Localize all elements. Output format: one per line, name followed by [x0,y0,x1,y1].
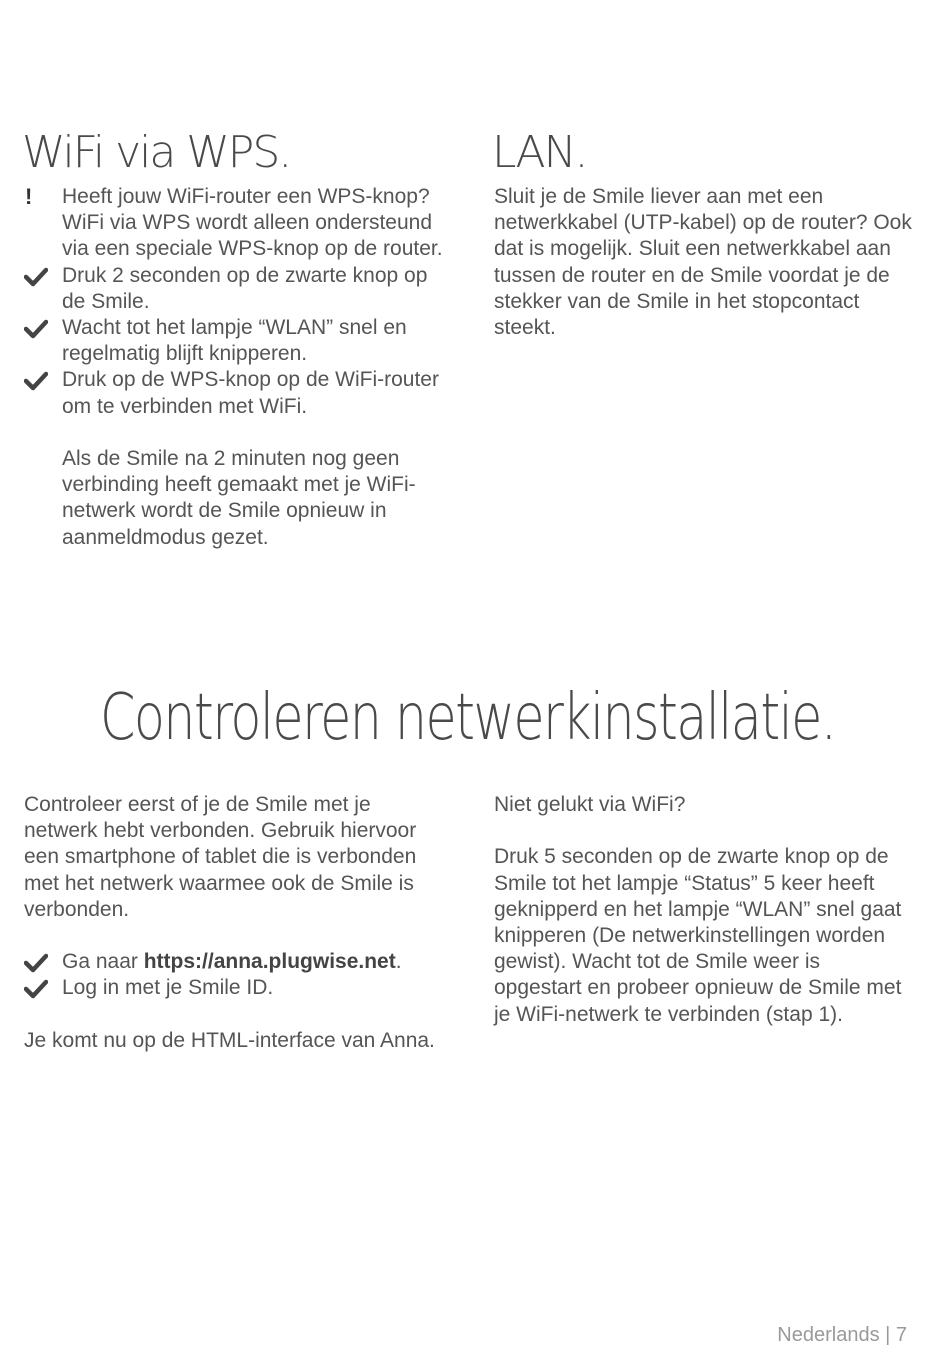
check-icon [24,266,48,288]
check-step [24,949,444,975]
check-icon [24,978,48,1000]
wps-step [24,263,444,315]
warning-item [24,184,444,263]
check-step-suffix: . [395,950,402,974]
fail-section [494,792,904,1028]
wps-note [24,446,444,551]
lan-body: Sluit je de Smile liever aan met een netwerkkabel (UTP-kabel) op de router? Ook dat is mogelijk. Sluit een netwerkkabel aan tussen de router en de Smile voordat je de stekker van de Smile in het stopcontact steekt. [494,185,912,340]
exclamation-icon: ! [25,184,33,209]
anna-url-link[interactable]: https://anna.plugwise.net [143,950,396,974]
check-step-prefix: Ga naar [62,950,144,974]
wps-step-text: Druk 2 seconden op de zwarte knop op de Smile. [62,263,428,313]
check-icon [24,952,48,974]
lan-title: LAN. [492,127,587,178]
page-footer: Nederlands | 7 [777,1324,907,1346]
wps-step-text: Druk op de WPS-knop op de WiFi-router om te verbinden met WiFi. [62,368,439,418]
check-icon [24,318,48,340]
wps-step-text: Wacht tot het lampje “WLAN” snel en regelmatig blijft knipperen. [62,316,407,366]
wps-step [24,367,444,419]
check-intro: Controleer eerst of je de Smile met je netwerk hebt verbonden. Gebruik hiervoor een smartphone of tablet die is verbonden met het netwerk waarmee ook de Smile is verbonden. [24,793,417,921]
wps-section [24,184,444,551]
check-section [24,792,444,1054]
wps-step [24,315,444,367]
check-outro: Je komt nu op de HTML-interface van Anna. [24,1028,435,1052]
network-check-title: Controleren netwerkinstallatie. [100,681,836,755]
fail-heading: Niet gelukt via WiFi? [494,793,686,816]
fail-body: Druk 5 seconden op de zwarte knop op de Smile tot het lampje “Status” 5 keer heeft geknipperd en het lampje “WLAN” snel gaat knipperen (De netwerkinstellingen worden gewist). Wacht tot de Smile weer is opgestart en probeer opnieuw de Smile met je WiFi-netwerk te verbinden (stap 1). [494,845,902,1026]
wps-title: WiFi via WPS. [22,127,291,178]
check-icon [24,370,48,392]
check-step-text: Log in met je Smile ID. [62,976,274,1000]
warning-text: Heeft jouw WiFi-router een WPS-knop? WiFi via WPS wordt alleen ondersteund via een speciale WPS-knop op de router. [62,185,443,261]
check-step [24,975,444,1001]
wps-note-text: Als de Smile na 2 minuten nog geen verbinding heeft gemaakt met je WiFi-netwerk wordt de Smile opnieuw in aanmeldmodus gezet. [62,447,416,549]
